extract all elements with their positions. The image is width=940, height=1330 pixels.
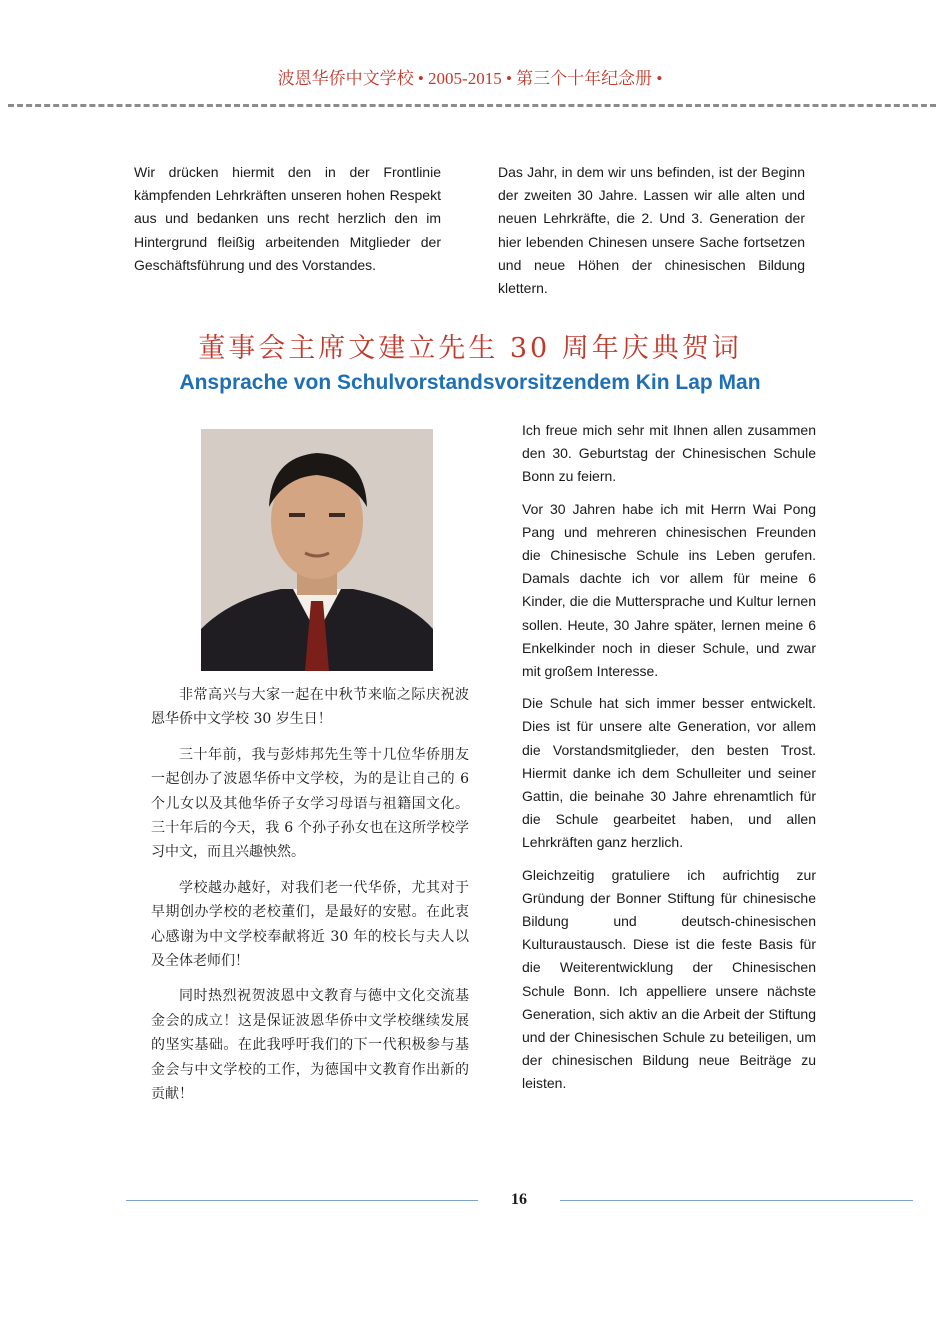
portrait-photo: [201, 429, 433, 671]
article-title-german: Ansprache von Schulvorstandsvorsitzendem Kin Lap Man: [179, 371, 761, 394]
chinese-paragraph: 同时热烈祝贺波恩中文教育与德中文化交流基金会的成立！这是保证波恩华侨中文学校继续发展的坚实基础。在此我呼吁我们的下一代积极参与基金会与中文学校的工作，为德国中文教育作出新的贡献！: [151, 988, 469, 1103]
german-paragraph: Die Schule hat sich immer besser entwickelt. Dies ist für unsere alte Generation, vor allem die Vorstandsmitglieder, den besten Trost. Hiermit danke ich dem Schulleiter und seiner Gattin, die beinahe 30 Jahre ehrenamtlich für die Schule gearbeitet haben, und allen Lehrkräften ganz herzlich.: [522, 695, 816, 851]
article-title-chinese: 董事会主席文建立先生 30 周年庆典贺词: [198, 333, 742, 364]
page-number: 16: [511, 1191, 527, 1208]
top-left-column: [134, 161, 441, 277]
footer-rule-left: [126, 1200, 478, 1201]
chinese-paragraph: 三十年前，我与彭炜邦先生等十几位华侨朋友一起创办了波恩华侨中文学校，为的是让自己的 6 个儿女以及其他华侨子女学习母语与祖籍国文化。三十年后的今天，我 6 个孙子孙女也在这所学校学习中文，而且兴趣怏然。: [151, 746, 469, 861]
footer-rule-right: [560, 1200, 913, 1201]
page-header: 波恩华侨中文学校 • 2005-2015 • 第三个十年纪念册 •: [277, 69, 663, 88]
portrait-illustration: [201, 429, 433, 671]
chinese-paragraph: 非常高兴与大家一起在中秋节来临之际庆祝波恩华侨中文学校 30 岁生日！: [151, 687, 469, 728]
german-paragraph: Ich freue mich sehr mit Ihnen allen zusammen den 30. Geburtstag der Chinesischen Schule Bonn zu feiern.: [522, 422, 816, 485]
article-chinese-column: [151, 683, 469, 1118]
german-paragraph: Vor 30 Jahren habe ich mit Herrn Wai Pong Pang und mehreren chinesischen Freunden die Chinesische Schule ins Leben gerufen. Damals dachte ich vor allem für meine 6 Kinder, die die Muttersprache und Kultur lernen sollen. Heute, 30 Jahre später, lernen meine 6 Enkelkinder noch in dieser Schule, und zwar mit großem Interesse.: [522, 500, 816, 680]
top-left-paragraph: Wir drücken hiermit den in der Frontlinie kämpfenden Lehrkräften unseren hohen Respekt aus und bedanken uns recht herzlich den im Hintergrund fleißig arbeitenden Mitglieder der Geschäftsführung und des Vorstandes.: [134, 164, 441, 273]
article-german-column: [522, 419, 816, 1105]
german-paragraph: Gleichzeitig gratuliere ich aufrichtig zur Gründung der Bonner Stiftung für chinesische Bildung und deutsch-chinesischen Kulturaustausch. Diese ist die feste Basis für die Weiterentwicklung der Chinesischen Schule Bonn. Ich appelliere unsere nächste Generation, sich aktiv an die Arbeit der Stiftung und der Chinesischen Schule zu beteiligen, um der chinesischen Bildung neue Beiträge zu leisten.: [522, 866, 816, 1092]
top-right-column: [498, 161, 805, 300]
chinese-paragraph: 学校越办越好，对我们老一代华侨，尤其对于早期创办学校的老校董们，是最好的安慰。在此衷心感谢为中文学校奉献将近 30 年的校长与夫人以及全体老师们！: [151, 879, 469, 970]
header-divider: [8, 104, 936, 107]
top-right-paragraph: Das Jahr, in dem wir uns befinden, ist der Beginn der zweiten 30 Jahre. Lassen wir alle alten und neuen Lehrkräfte, die 2. Und 3. Generation der hier lebenden Chinesen unsere Sache fortsetzen und neue Höhen der chinesischen Bildung klettern.: [498, 164, 805, 297]
